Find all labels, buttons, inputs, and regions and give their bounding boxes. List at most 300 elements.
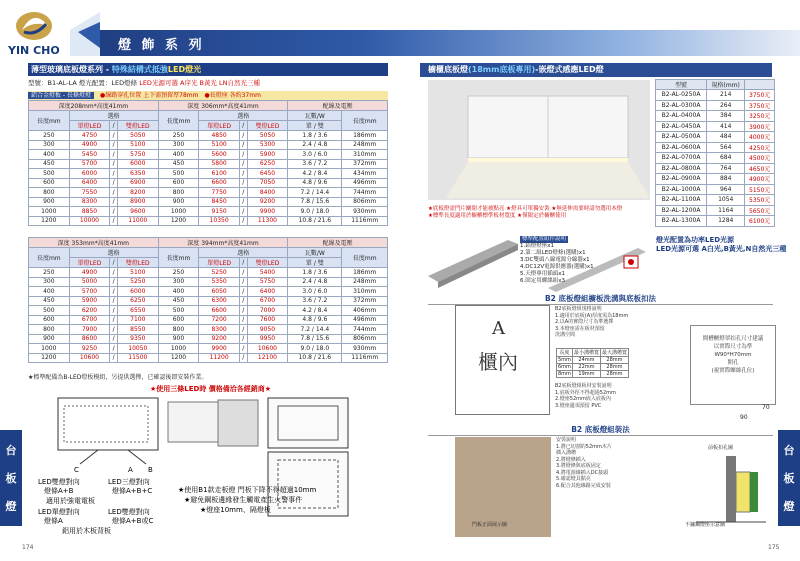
table-cell: / — [110, 306, 118, 316]
accessory-list — [520, 236, 594, 285]
table-cell: 5700 — [69, 159, 110, 169]
table-row — [656, 100, 775, 111]
photo-caption: 門板正面展示圖 — [472, 522, 508, 528]
accessory-item: 6.固定用螺絲組x3 — [520, 278, 566, 284]
col-sub: 單燈LED — [199, 121, 240, 131]
side-tab-char: 台 — [5, 444, 17, 457]
table-cell: 7.2 / 14.4 — [288, 325, 342, 335]
table-cell: 9200 — [247, 197, 288, 207]
table-cell: 22mm — [572, 364, 600, 371]
table-cell: 4250元 — [745, 142, 775, 153]
cutout-line: W90*H70mm — [714, 352, 752, 358]
col-header: 選格 — [69, 248, 158, 258]
table-cell: 300 — [29, 277, 70, 287]
col-sub: / — [239, 121, 247, 131]
table-cell: 5600 — [199, 150, 240, 160]
table-cell: 9250 — [69, 344, 110, 354]
table-cell: B2-AL-0500A — [656, 132, 707, 143]
section-title: B2 底板燈組裝法 — [428, 424, 773, 436]
col-sub: / — [110, 121, 118, 131]
table-cell: 248mm — [342, 140, 388, 150]
table-cell: 4.8 / 9.6 — [288, 178, 342, 188]
table-row — [29, 315, 388, 325]
table-cell: / — [110, 159, 118, 169]
table-cell: 5800 — [199, 159, 240, 169]
table-cell: B2-AL-0450A — [656, 121, 707, 132]
cutout-line: 開槽櫃燈罩扣孔尺寸建議 — [702, 336, 764, 342]
table-cell: 5900 — [69, 296, 110, 306]
table-cell: 384 — [707, 111, 745, 122]
table-cell: 400 — [29, 287, 70, 297]
page-number-left: 174 — [22, 544, 34, 551]
table-cell: 8300 — [69, 197, 110, 207]
spec-line: 1.底板外徑不得超過52mm — [555, 389, 616, 396]
table-row — [656, 205, 775, 216]
table-row — [29, 150, 388, 160]
heading-part: 特殊結構式抵強 — [111, 65, 168, 74]
table-row — [29, 197, 388, 207]
table-cell: 6000 — [117, 159, 158, 169]
table-cell: 600 — [158, 178, 199, 188]
col-header: 長度mm — [342, 111, 388, 131]
table-cell: / — [110, 140, 118, 150]
table-cell: / — [110, 344, 118, 354]
table-cell: 4000元 — [745, 132, 775, 143]
table-row — [29, 188, 388, 198]
diagram-caption: 不鏽鋼燈座示意圖 — [685, 522, 726, 528]
table-cell: 28mm — [600, 357, 628, 364]
table-cell: 5050 — [247, 131, 288, 141]
slot-size-table — [556, 348, 629, 378]
table-cell: B2-AL-1000A — [656, 184, 707, 195]
table-cell: B2-AL-0600A — [656, 142, 707, 153]
install-line: 1.將已切割的52mm木片 — [556, 443, 612, 450]
table-cell: B2-AL-0900A — [656, 174, 707, 185]
diagram-label: 燈條A+B或C — [112, 517, 154, 525]
table-cell: 250 — [158, 268, 199, 278]
table-cell: 5750 — [117, 150, 158, 160]
table-row — [29, 159, 388, 169]
table-cell: / — [239, 216, 247, 226]
install-line: 安裝說明 — [556, 437, 577, 443]
table-cell: 800 — [158, 325, 199, 335]
table-cell: 500 — [158, 306, 199, 316]
table-cell: 最大溝槽寬 — [601, 350, 627, 356]
side-tab-char: 台 — [783, 444, 795, 457]
tag-note: ●線路穿孔位置 上下需預留厚78mm — [99, 92, 199, 99]
right-price-table — [655, 79, 775, 227]
table-cell: 10600 — [247, 344, 288, 354]
table-cell: 28mm — [600, 364, 628, 371]
table-cell: / — [239, 287, 247, 297]
table-cell: 6600 — [199, 178, 240, 188]
bullet: ★標準長度適用於櫥櫃標準板材寬度 ★僅限定於櫥櫃使用 — [428, 213, 567, 219]
table-cell: / — [110, 216, 118, 226]
table-cell: 400 — [158, 287, 199, 297]
install-line: 5.確認燈具點亮 — [556, 476, 591, 482]
diagram-label: LED單燈對向 — [38, 508, 80, 516]
col-header: 長度mm — [29, 248, 70, 268]
table-cell: 600 — [158, 315, 199, 325]
cutout-line: (視實際螺絲孔位) — [711, 368, 755, 374]
table-cell: 2.4 / 4.8 — [288, 277, 342, 287]
table-cell: 11300 — [247, 216, 288, 226]
board-label: A — [492, 318, 505, 339]
table-row — [29, 169, 388, 179]
table-cell: 400 — [158, 150, 199, 160]
col-sub: 雙燈LED — [117, 121, 158, 131]
table-cell: 9350 — [117, 334, 158, 344]
table-cell: / — [110, 268, 118, 278]
table-cell: 5000 — [69, 277, 110, 287]
table-cell: 1116mm — [342, 216, 388, 226]
table-cell: 900 — [29, 197, 70, 207]
spec-line: 2.燈座52mm嵌入底板內 — [555, 396, 611, 402]
table-cell: 5750 — [247, 277, 288, 287]
table-cell: 7.8 / 15.6 — [288, 197, 342, 207]
table-cell: 4.2 / 8.4 — [288, 306, 342, 316]
table-cell: 11500 — [117, 353, 158, 363]
diagram-label: 鋁用於木板背板 — [62, 527, 111, 534]
table-cell: / — [110, 178, 118, 188]
table-cell: 6900 — [117, 178, 158, 188]
right-price-table-body — [656, 90, 775, 227]
table-row — [656, 163, 775, 174]
table-cell: 2.4 / 4.8 — [288, 140, 342, 150]
slot-size-body — [557, 349, 629, 378]
table-cell: 250 — [29, 131, 70, 141]
table-cell: / — [239, 188, 247, 198]
col-sub: 單燈LED — [199, 258, 240, 268]
side-tab-char: 燈 — [783, 500, 795, 513]
accessory-item: 1.鋁燈燈座x1 — [520, 243, 555, 249]
table-cell: 310mm — [342, 287, 388, 297]
diagram-label: 燈條A — [44, 517, 63, 525]
table-row — [656, 90, 775, 101]
col-header: 選格 — [69, 111, 158, 121]
table-row — [656, 174, 775, 185]
section-title: B2 底板燈組櫥板洗溝與底板扣法 — [428, 293, 773, 305]
table-row — [29, 207, 388, 217]
diagram-label: LED雙燈對向 — [38, 478, 80, 486]
table-cell: 7900 — [69, 325, 110, 335]
table-cell: / — [110, 325, 118, 335]
table-row — [29, 325, 388, 335]
col-sub: / — [239, 258, 247, 268]
table-cell: 6700 — [247, 296, 288, 306]
table-cell: 806mm — [342, 197, 388, 207]
table-cell: / — [239, 131, 247, 141]
table-cell: 744mm — [342, 325, 388, 335]
spec-options: LED光源可選 A序光 B黃光 LN自然光三種 — [137, 79, 261, 87]
table-cell: 3.6 / 7.2 — [288, 159, 342, 169]
right-bullets — [428, 206, 650, 220]
diagram-note: ★避免鋼板邊緣發生觸電產生火警事件 — [184, 496, 303, 504]
install-line: 2.將燈條插入 — [556, 456, 586, 463]
table-cell: 19mm — [572, 371, 600, 378]
col-sub: 單 / 雙 — [288, 258, 342, 268]
col-header — [745, 80, 775, 90]
cutout-line: 開孔 — [727, 360, 739, 366]
table-cell: 8400 — [247, 188, 288, 198]
group-header: 深度208mm*高度41mm — [29, 101, 159, 111]
table-cell: / — [110, 188, 118, 198]
table-cell: 7550 — [69, 188, 110, 198]
table-cell: 1116mm — [342, 353, 388, 363]
table-cell: B2-AL-0800A — [656, 163, 707, 174]
table-cell: 7200 — [199, 315, 240, 325]
col-header: 規格(mm) — [707, 80, 745, 90]
table-cell: / — [110, 334, 118, 344]
diagram-label: C — [74, 466, 79, 474]
table-row — [29, 178, 388, 188]
spec-model: 型號：B1-AL-LA — [28, 79, 77, 87]
table-cell: 5400 — [247, 268, 288, 278]
table-cell: 248mm — [342, 277, 388, 287]
col-header: 長度mm — [29, 111, 70, 131]
table-cell: 5450 — [69, 150, 110, 160]
left-section-heading — [28, 63, 388, 76]
table-cell: B2-AL-1100A — [656, 195, 707, 206]
col-header: 長度mm — [342, 248, 388, 268]
table-cell: 6400 — [69, 178, 110, 188]
col-sub: 單 / 雙 — [288, 121, 342, 131]
spec-line: 1.適用於底板(A)厚度需為18mm — [555, 312, 629, 319]
spec-line: B2底板燈組規格說明 — [555, 306, 602, 312]
table-cell: 5mm — [558, 357, 571, 363]
table-cell: 6250 — [247, 159, 288, 169]
table-cell: / — [239, 306, 247, 316]
page-number-right: 175 — [768, 544, 780, 551]
cutout-text — [690, 335, 776, 375]
spec-line: 3.燈座邊須預留 PVC — [555, 402, 602, 409]
table-row — [29, 334, 388, 344]
table-cell: 3250元 — [745, 111, 775, 122]
table-cell: / — [239, 197, 247, 207]
table-cell: 7050 — [247, 178, 288, 188]
left-spec-line — [28, 78, 260, 87]
table-cell: B2-AL-0700A — [656, 153, 707, 164]
heading-part: 薄型玻璃底板燈系列 - — [31, 65, 112, 74]
table-row — [557, 357, 629, 364]
left-tag-bar — [28, 91, 388, 100]
diagram-label: A — [128, 466, 133, 474]
table-cell: 7750 — [199, 188, 240, 198]
table-cell: / — [239, 169, 247, 179]
table-cell: 964 — [707, 184, 745, 195]
table-cell: 414 — [707, 121, 745, 132]
table-cell: / — [110, 131, 118, 141]
side-tab-char: 板 — [783, 472, 795, 485]
table-cell: B2-AL-1200A — [656, 205, 707, 216]
table-cell: 900 — [158, 197, 199, 207]
table-cell: 3.0 / 6.0 — [288, 150, 342, 160]
side-tab-char: 燈 — [5, 500, 17, 513]
accessory-item: 5.天燈專用插頭x1 — [520, 271, 566, 277]
table-cell: 1000 — [29, 207, 70, 217]
table-cell: 4500元 — [745, 153, 775, 164]
table-cell: 6100 — [199, 169, 240, 179]
table-cell: 4650元 — [745, 163, 775, 174]
table-cell: B2-AL-0250A — [656, 90, 707, 101]
table-cell: 1200 — [29, 216, 70, 226]
table-cell: / — [110, 207, 118, 217]
table-cell: 5250 — [117, 277, 158, 287]
table-row — [656, 195, 775, 206]
table-cell: 496mm — [342, 315, 388, 325]
col-header: 瓦數/W — [288, 111, 342, 121]
table-cell: 264 — [707, 100, 745, 111]
table-cell: 4900 — [69, 140, 110, 150]
col-sub: 雙燈LED — [247, 121, 288, 131]
price-table-2 — [28, 237, 388, 363]
table-cell: 372mm — [342, 296, 388, 306]
heading-part: (18mm底板專用) — [468, 65, 536, 74]
table-cell: 3750元 — [745, 90, 775, 101]
table-cell: 8550 — [117, 325, 158, 335]
right-section-heading — [420, 63, 772, 77]
cabinet-photo — [428, 80, 650, 200]
group-header: 深度 353mm*高度41mm — [29, 238, 159, 248]
table-row — [656, 132, 775, 143]
tag-note: ●長燈座 各約37mm — [204, 92, 261, 99]
table-cell: 24mm — [572, 357, 600, 364]
spec-notes-2 — [555, 383, 655, 409]
table-row — [29, 268, 388, 278]
table-cell: 5350元 — [745, 195, 775, 206]
install-steps — [556, 437, 664, 489]
table-cell: 800 — [29, 188, 70, 198]
table-cell: / — [239, 325, 247, 335]
table-cell: 6200 — [69, 306, 110, 316]
table-cell: / — [239, 140, 247, 150]
col-sub: / — [110, 258, 118, 268]
spec-line: 2.以A的實際尺寸為準選擇 — [555, 319, 614, 325]
table-row — [656, 121, 775, 132]
group-header: 深度 306mm*高度41mm — [158, 101, 288, 111]
table-cell: 5300 — [247, 140, 288, 150]
table-cell: / — [110, 296, 118, 306]
table-cell: 7.2 / 14.4 — [288, 188, 342, 198]
table-cell: 450 — [29, 296, 70, 306]
table-cell: 930mm — [342, 344, 388, 354]
table-cell: 1164 — [707, 205, 745, 216]
table-cell: 1.8 / 3.6 — [288, 268, 342, 278]
table-cell: 4.8 / 9.6 — [288, 315, 342, 325]
accessory-item: 4.DC12V電源供應器(選購)x1 — [520, 264, 594, 270]
table-cell: 7000 — [247, 306, 288, 316]
table-cell: / — [239, 178, 247, 188]
table-cell: 10350 — [199, 216, 240, 226]
table-row — [29, 140, 388, 150]
table-cell: 310mm — [342, 150, 388, 160]
table-cell: 500 — [158, 169, 199, 179]
table-cell: 400 — [29, 150, 70, 160]
diagram-label: B — [148, 466, 153, 474]
diagram-label: LED雙燈對向 — [108, 508, 150, 516]
table-cell: 6600 — [199, 306, 240, 316]
table-cell: 450 — [158, 296, 199, 306]
table-cell: 500 — [29, 306, 70, 316]
table-cell: 4900 — [69, 268, 110, 278]
table-cell: 434mm — [342, 169, 388, 179]
board-label: 櫃內 — [478, 350, 518, 374]
spec-line: 3.本燈座需在板材預留 — [555, 325, 605, 332]
table-cell: 7100 — [117, 315, 158, 325]
table-cell: 372mm — [342, 159, 388, 169]
table-cell: 8900 — [117, 197, 158, 207]
table-cell: 9900 — [247, 207, 288, 217]
table-cell: 6300 — [199, 296, 240, 306]
group-header: 深度 394mm*高度41mm — [158, 238, 288, 248]
install-line: 3.將燈條與底板固定 — [556, 463, 601, 469]
table-cell: 4900元 — [745, 174, 775, 185]
table-cell: 9.0 / 18.0 — [288, 344, 342, 354]
table-cell: / — [110, 150, 118, 160]
table-cell: / — [239, 159, 247, 169]
table-cell: 1200 — [158, 216, 199, 226]
table-row — [29, 344, 388, 354]
col-header: 選格 — [199, 248, 288, 258]
table-cell: 9050 — [247, 325, 288, 335]
table-cell: 6050 — [199, 287, 240, 297]
table-cell: 3.6 / 7.2 — [288, 296, 342, 306]
light-note-line: 燈光配置為功率LED光源 — [656, 236, 735, 244]
price-table-2-body — [29, 268, 388, 363]
table-cell: B2-AL-0400A — [656, 111, 707, 122]
table-cell: / — [110, 169, 118, 179]
table-cell: 6350 — [117, 169, 158, 179]
table-cell: 6250 — [117, 296, 158, 306]
table-row — [656, 216, 775, 227]
table-cell: 1000 — [158, 344, 199, 354]
table-cell: 6100元 — [745, 216, 775, 227]
table-cell: 3900元 — [745, 121, 775, 132]
table-row — [557, 371, 629, 378]
table-cell: 884 — [707, 174, 745, 185]
dimension-caption: 前板扣孔圖 — [708, 445, 734, 451]
accessory-item: 2.第二組LED燈條(選購)x1 — [520, 250, 586, 256]
table-cell: 10.8 / 21.6 — [288, 353, 342, 363]
table-cell: 600 — [29, 315, 70, 325]
table-cell: 5250 — [199, 268, 240, 278]
table-cell: 186mm — [342, 268, 388, 278]
table-cell: 1284 — [707, 216, 745, 227]
table-cell: 450 — [158, 159, 199, 169]
left-note: ★標準配備為B-LED燈板模組，另提供選擇，已確認後即安裝作業。 — [28, 374, 208, 381]
side-tab-left — [0, 430, 22, 526]
table-cell: 1.8 / 3.6 — [288, 131, 342, 141]
table-cell: 5050 — [117, 131, 158, 141]
table-cell: 3750元 — [745, 100, 775, 111]
dimension-label: 70 — [762, 404, 770, 411]
table-cell: 806mm — [342, 334, 388, 344]
price-table-1 — [28, 100, 388, 226]
table-cell: 5900 — [247, 150, 288, 160]
accessory-item: 3.DC雙頭八線電源分線器x1 — [520, 257, 590, 263]
table-cell: 1200 — [29, 353, 70, 363]
table-cell: / — [239, 296, 247, 306]
table-cell: 800 — [29, 325, 70, 335]
decoration-icon — [70, 8, 100, 56]
table-cell: 300 — [158, 140, 199, 150]
table-cell: 600 — [29, 178, 70, 188]
table-cell: 8200 — [117, 188, 158, 198]
table-cell: 8600 — [69, 334, 110, 344]
table-cell: 5100 — [199, 140, 240, 150]
table-cell: 500 — [29, 169, 70, 179]
table-row — [557, 364, 629, 371]
